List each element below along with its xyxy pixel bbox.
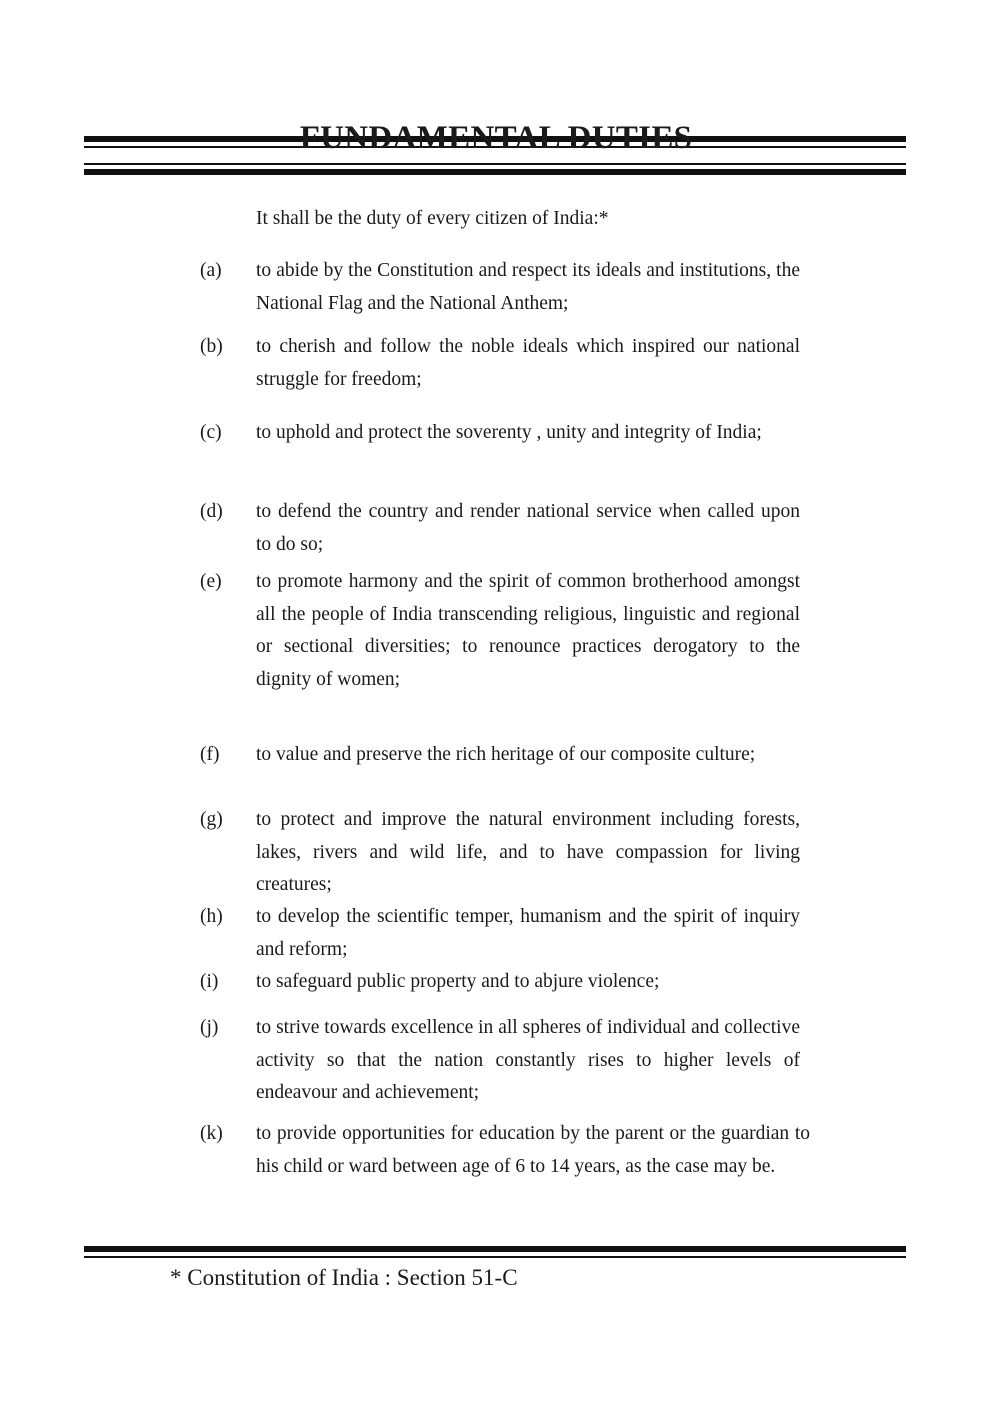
duty-label: (b) (200, 336, 223, 357)
footer-rule-thick (84, 1246, 906, 1252)
duty-item (200, 496, 800, 561)
duty-label: (h) (200, 906, 223, 927)
duty-text: to strive towards excellence in all spheres of individual and collective activity so that the nation constantly rises to higher levels of endeavour and achievement; (256, 1017, 800, 1103)
duty-item (200, 417, 800, 450)
duty-label: (a) (200, 260, 222, 281)
duty-text: to promote harmony and the spirit of common brotherhood amongst all the people of India transcending religious, linguistic and regional or sectional diversities; to renounce practices derogatory to the dignity of women; (256, 571, 800, 690)
duty-label: (e) (200, 571, 222, 592)
duty-label: (g) (200, 809, 223, 830)
duty-item (200, 804, 800, 902)
footnote: * Constitution of India : Section 51-C (170, 1265, 518, 1290)
duty-text: to develop the scientific temper, humanism and the spirit of inquiry and reform; (256, 906, 800, 960)
duty-text: to defend the country and render national service when called upon to do so; (256, 501, 800, 555)
duty-text: to cherish and follow the noble ideals which inspired our national struggle for freedom; (256, 336, 800, 390)
duty-item (200, 1118, 810, 1183)
footer-rule-thin (84, 1256, 906, 1258)
duty-text: to uphold and protect the soverenty , unity and integrity of India; (256, 422, 762, 443)
duty-label: (c) (200, 422, 222, 443)
duty-item (200, 255, 800, 320)
duty-item (200, 739, 800, 772)
duty-label: (f) (200, 744, 220, 765)
duty-item (200, 901, 800, 966)
intro-text: It shall be the duty of every citizen of India:* (256, 208, 609, 229)
duty-text: to protect and improve the natural environment including forests, lakes, rivers and wild life, and to have compassion for living creatures; (256, 809, 800, 895)
duty-label: (k) (200, 1123, 223, 1144)
duty-item (200, 566, 800, 696)
page-title: FUNDAMENTAL DUTIES (299, 120, 693, 156)
title-rule-thick (84, 169, 906, 175)
duty-text: to provide opportunities for education by the parent or the guardian to his child or ward between age of 6 to 14 years, as the case may be. (256, 1123, 810, 1177)
duty-text: to safeguard public property and to abjure violence; (256, 971, 660, 992)
title-rule-thin (84, 163, 906, 165)
duty-item (200, 1012, 800, 1110)
duty-text: to value and preserve the rich heritage of our composite culture; (256, 744, 756, 765)
duty-label: (i) (200, 971, 219, 992)
duty-label: (d) (200, 501, 223, 522)
duty-item (200, 966, 800, 999)
duty-label: (j) (200, 1017, 219, 1038)
duty-item (200, 331, 800, 396)
duty-text: to abide by the Constitution and respect its ideals and institutions, the National Flag and the National Anthem; (256, 260, 800, 314)
